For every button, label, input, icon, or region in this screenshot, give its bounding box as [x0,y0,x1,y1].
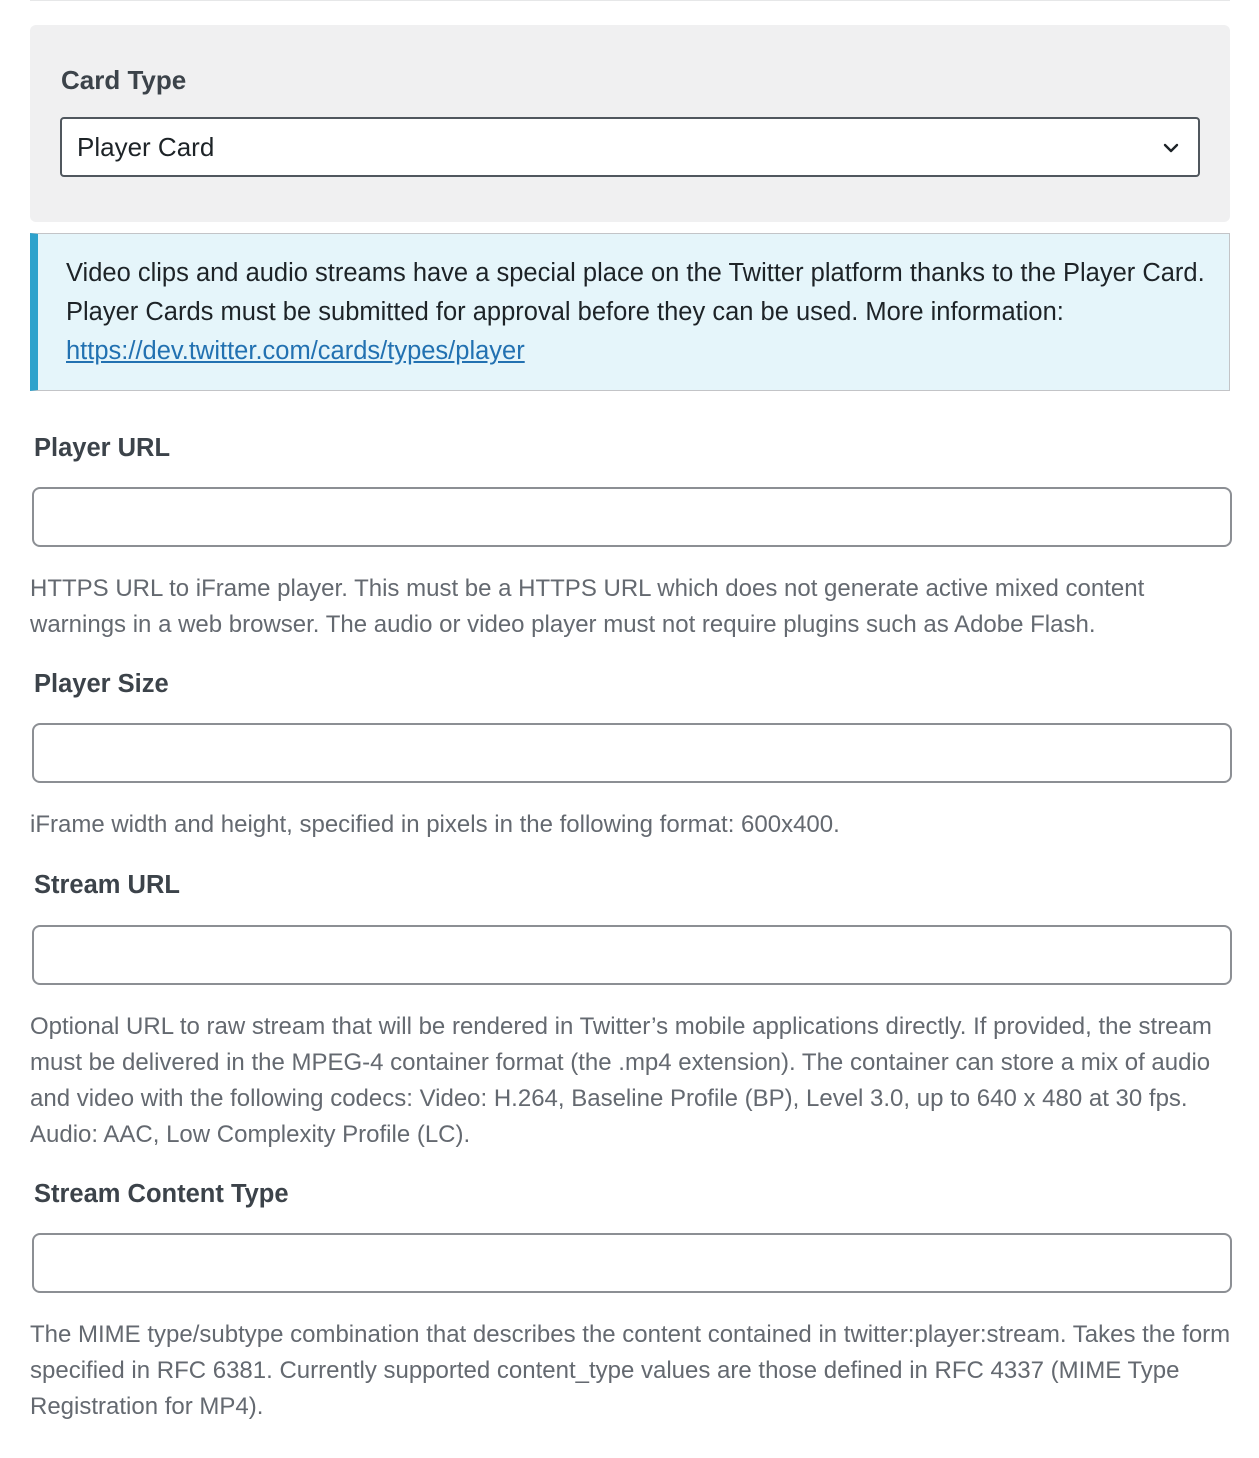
stream-url-label: Stream URL [34,871,180,899]
top-divider [30,0,1230,1]
chevron-down-icon [1162,139,1180,157]
stream-content-type-label: Stream Content Type [34,1180,289,1208]
card-type-label: Card Type [61,65,187,95]
stream-content-type-help: The MIME type/subtype combination that describes the content contained in twitter:player:stream. Takes the form specified in RFC 6381. Currently supported content_type values are those defined in RFC 4337 (MIME Type Registration for MP4). [30,1321,1231,1420]
player-url-help: HTTPS URL to iFrame player. This must be a HTTPS URL which does not generate active mixed content warnings in a web browser. The audio or video player must not require plugins such as Adobe Flash. [30,575,1145,638]
player-url-input[interactable] [32,487,1232,547]
player-size-label: Player Size [34,670,169,698]
stream-url-input[interactable] [32,925,1232,985]
card-type-selected-value: Player Card [77,132,215,162]
card-type-panel [30,25,1230,222]
info-notice [30,233,1230,391]
player-card-docs-link[interactable]: https://dev.twitter.com/cards/types/player [66,337,525,365]
player-url-label: Player URL [34,434,171,462]
player-size-help: iFrame width and height, specified in pixels in the following format: 600x400. [30,811,840,838]
stream-content-type-input[interactable] [32,1233,1232,1293]
player-size-input[interactable] [32,723,1232,783]
card-type-select[interactable] [60,117,1200,177]
notice-message: Video clips and audio streams have a special place on the Twitter platform thanks to the Player Card. Player Cards must be submitted for approval before they can be used. More information: [66,259,1205,326]
stream-url-help: Optional URL to raw stream that will be rendered in Twitter’s mobile applications directly. If provided, the stream must be delivered in the MPEG-4 container format (the .mp4 extension). The container can store a mix of audio and video with the following codecs: Video: H.264, Baseline Profile (BP), Level 3.0, up to 640 x 480 at 30 fps. Audio: AAC, Low Complexity Profile (LC). [30,1013,1212,1148]
notice-text [66,254,1206,371]
